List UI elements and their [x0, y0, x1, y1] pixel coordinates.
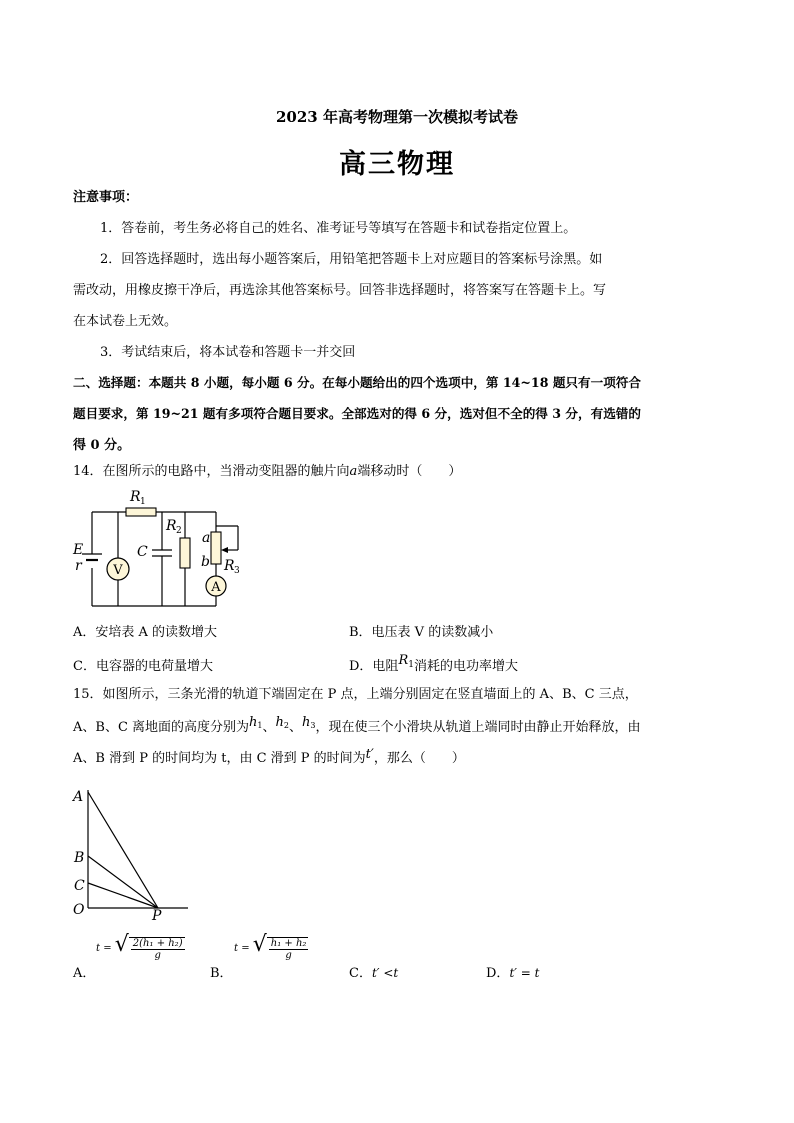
- notice-item-3: 3．考试结束后，将本试卷和答题卡一并交回: [100, 345, 356, 360]
- q14-option-d: D．电阻$R^1$消耗的电功率增大: [349, 653, 518, 674]
- point-b-label: B: [74, 850, 85, 866]
- r3-label: R: [224, 558, 235, 574]
- q14-circuit-diagram: [70, 484, 260, 610]
- point-c-label: C: [74, 878, 85, 894]
- q14-stem: 14．在图所示的电路中，当滑动变阻器的触片向a端移动时（ ）: [73, 464, 462, 479]
- terminal-b-label: b: [201, 554, 210, 570]
- q15-option-c: C．t′ <t: [349, 966, 399, 981]
- exam-title: 高三物理: [339, 149, 455, 180]
- r1-label-sub: 1: [140, 497, 146, 507]
- section-2-line-1: 二、选择题：本题共 8 小题，每小题 6 分。在每小题给出的四个选项中，第 14~18 题只有一项符合: [73, 375, 641, 390]
- section-2-line-3: 得 0 分。: [73, 438, 131, 453]
- point-a-label: A: [73, 789, 84, 805]
- terminal-a-label: a: [202, 530, 211, 546]
- ammeter-label: A: [211, 580, 221, 595]
- q14-option-c: C．电容器的电荷量增大: [73, 659, 213, 674]
- q15-option-b-formula: t = √ $\frac{\text{h₁ + h₂}}{g}$: [234, 932, 307, 961]
- rheostat-r3: [211, 532, 221, 564]
- slider-arrow-icon: [221, 547, 228, 553]
- q15-stem-line-3: A、B 滑到 P 的时间均为 t，由 C 滑到 P 的时间为t′，那么（ ）: [73, 747, 465, 766]
- resistor-r2: [180, 538, 190, 568]
- q15-track-diagram: [70, 782, 200, 922]
- exam-subtitle: 2023 年高考物理第一次模拟考试卷: [276, 108, 518, 126]
- q14-option-b: B．电压表 V 的读数减小: [349, 625, 494, 640]
- section-2-line-2: 题目要求，第 19~21 题有多项符合题目要求。全部选对的得 6 分，选对但不全的得 3 分，有选错的: [73, 406, 641, 421]
- capacitor-label: C: [137, 544, 148, 560]
- notice-item-2-line-1: 2．回答选择题时，选出每小题答案后，用铅笔把答题卡上对应题目的答案标号涂黑。如: [100, 252, 603, 267]
- r2-label-sub: 2: [176, 526, 182, 536]
- emf-label: E: [73, 542, 84, 558]
- q15-stem-line-1: 15．如图所示，三条光滑的轨道下端固定在 P 点，上端分别固定在竖直墙面上的 A、B、C 三点，: [73, 687, 638, 702]
- voltmeter-label: V: [113, 563, 123, 578]
- q14-option-a: A．安培表 A 的读数增大: [73, 625, 218, 640]
- notice-item-2-line-3: 在本试卷上无效。: [73, 314, 178, 329]
- r1-label: R: [130, 489, 141, 505]
- point-o-label: O: [73, 902, 85, 918]
- notice-item-2-line-2: 需改动，用橡皮擦干净后，再选涂其他答案标号。回答非选择题时，将答案写在答题卡上。写: [73, 283, 607, 298]
- point-p-label: P: [152, 908, 162, 922]
- q15-option-a-label: A．: [73, 966, 96, 981]
- notice-item-1: 1．答卷前，考生务必将自己的姓名、准考证号等填写在答题卡和试卷指定位置上。: [100, 221, 577, 236]
- notice-heading: 注意事项：: [73, 190, 139, 205]
- q15-option-a-formula: t = √ $\frac{\text{2(h₁ + h₂)}}{g}$: [96, 932, 183, 961]
- q15-option-d: D．t′ = t: [486, 966, 540, 981]
- internal-resistance-label: r: [75, 558, 82, 574]
- r2-label: R: [166, 518, 177, 534]
- resistor-r1: [126, 508, 156, 516]
- q15-stem-line-2: A、B、C 离地面的高度分别为$h^1$、$h^2$、$h^3$，现在使三个小滑块从轨道上端同时由静止开始释放，由: [73, 715, 641, 735]
- q15-option-b-label: B．: [210, 966, 233, 981]
- r3-label-sub: 3: [234, 566, 240, 576]
